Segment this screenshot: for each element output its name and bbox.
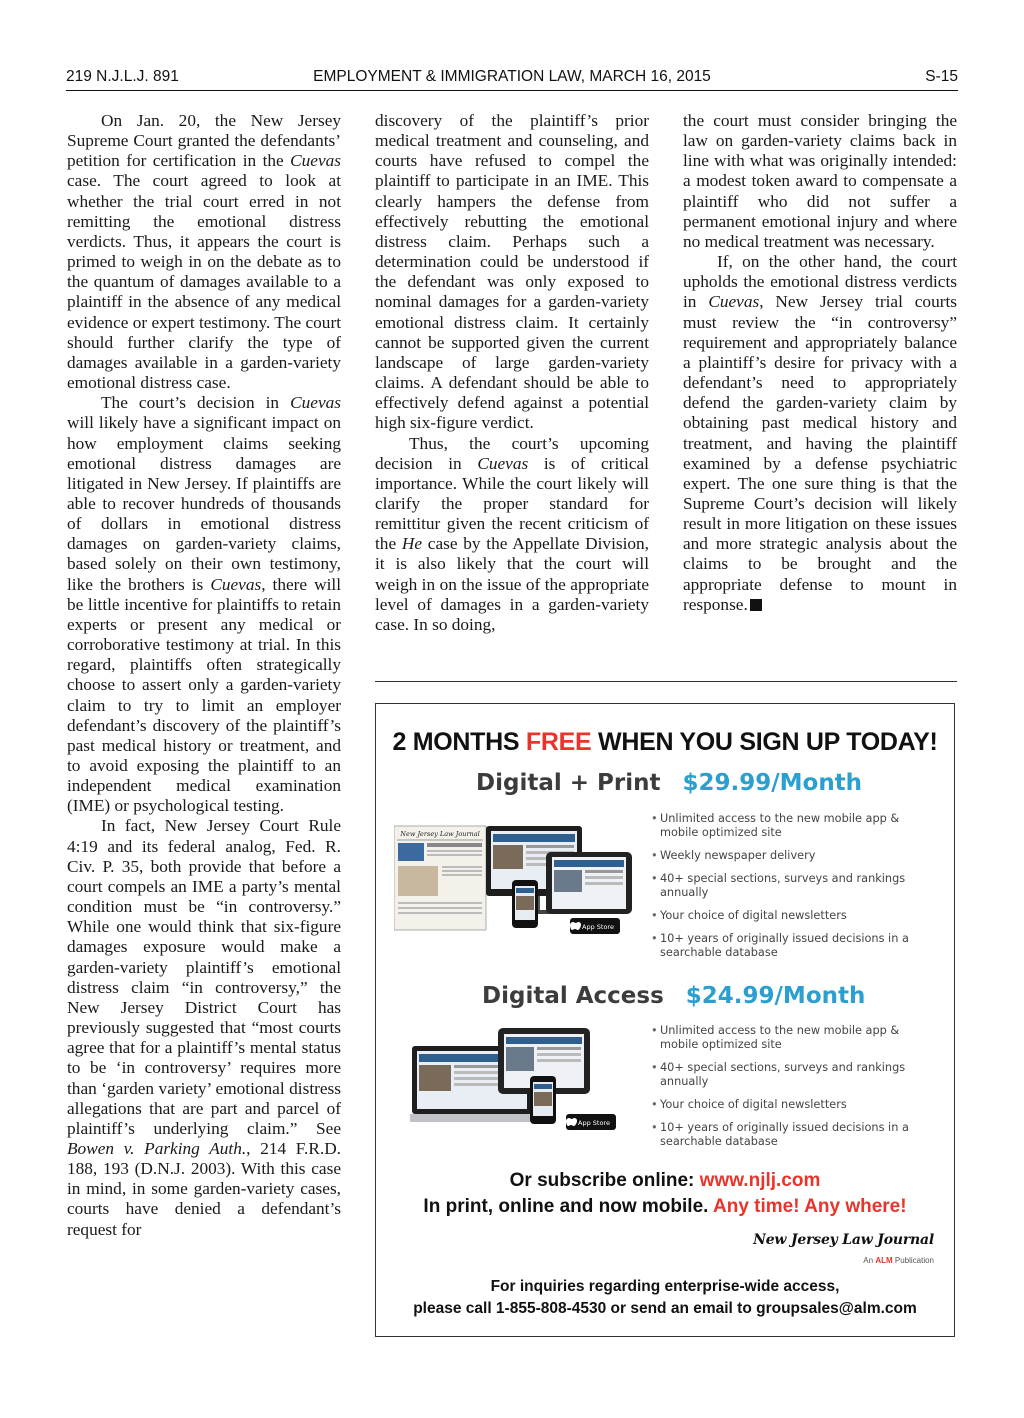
list-item: • Weekly newspaper delivery — [651, 849, 941, 863]
plan-digital-access-title: Digital Access $24.99/Month — [482, 983, 866, 1009]
subscribe-online: Or subscribe online: www.njlj.com — [509, 1170, 821, 1191]
subscription-ad[interactable] — [375, 703, 955, 1337]
digital-devices-illustration — [410, 1026, 636, 1134]
plan-digital-access-features — [651, 1024, 941, 1149]
end-of-article-mark — [750, 599, 762, 611]
list-item: • Unlimited access to the new mobile app & mobile optimized site — [651, 1024, 941, 1052]
paragraph: On Jan. 20, the New Jersey Supreme Court granted the defendants’ petition for certification in the Cuevas case. The court agreed to look at whether the trial court erred in not remitting the emotional distress verdicts. Thus, it appears the court is primed to weigh in on the debate as to the quantum of damages available to a plaintiff in the absence of any medical evidence or expert testimony. The court should further clarify the type of damages available in a garden-variety emotional distress case. — [67, 111, 342, 393]
section-title: EMPLOYMENT & IMMIGRATION LAW, MARCH 16, 2015 — [313, 68, 711, 85]
inquiry-line-1: For inquiries regarding enterprise-wide access, — [490, 1278, 840, 1295]
article-column-2 — [375, 111, 649, 635]
ad-divider — [375, 681, 957, 682]
paragraph: If, on the other hand, the court upholds the emotional distress verdicts in Cuevas, New Jersey trial courts must review the “in controversy” requirement and appropriately balance a plaintiff’s desire for privacy with a defendant’s need to appropriately defend the garden-variety claim by obtaining past medical history and treatment, and having the plaintiff examined by a defense psychiatric expert. The one sure thing is that the Supreme Court’s decision will likely result in more litigation on these issues and more strategic analysis about the claims to be brought and the appropriate defense to mount in response. — [683, 252, 957, 614]
list-item: • 40+ special sections, surveys and rankings annually — [651, 872, 941, 900]
paragraph: In fact, New Jersey Court Rule 4:19 and its federal analog, Fed. R. Civ. P. 35, both provide that before a court compels an IME a party’s mental condition must be “in controversy.” While one would think that six-figure damages exposure would make a garden-variety plaintiff’s emotional distress claim “in controversy,” the New Jersey District Court has previously suggested that “most courts agree that for a plaintiff’s mental status to be ‘in controversy’ requires more than ‘garden variety’ emotional distress allegations that are part and parcel of plaintiff’s underlying claim.” See Bowen v. Parking Auth., 214 F.R.D. 188, 193 (D.N.J. 2003). With this case in mind, in some garden-variety cases, courts have denied a defendant’s request for — [67, 816, 342, 1239]
page-header — [66, 66, 958, 90]
plan-digital-print-title: Digital + Print $29.99/Month — [476, 770, 863, 796]
list-item: • Your choice of digital newsletters — [651, 909, 941, 923]
newspaper-masthead: New Jersey Law Journal — [400, 830, 480, 838]
inquiry-line-2: please call 1-855-808-4530 or send an email to groupsales@alm.com — [413, 1300, 917, 1317]
citation: 219 N.J.L.J. 891 — [66, 68, 179, 85]
article-column-3 — [683, 111, 957, 615]
page-number: S-15 — [925, 68, 958, 85]
ad-tagline: In print, online and now mobile. Any time! Any where! — [423, 1196, 907, 1217]
subscribe-link[interactable]: www.njlj.com — [699, 1170, 821, 1191]
article-column-1 — [67, 111, 341, 1240]
app-store-badge-label: App Store — [582, 923, 614, 931]
list-item: • 40+ special sections, surveys and rankings annually — [651, 1061, 941, 1089]
list-item: • Unlimited access to the new mobile app & mobile optimized site — [651, 812, 941, 840]
publisher-line: An ALM Publication — [863, 1256, 934, 1265]
paragraph: discovery of the plaintiff’s prior medical treatment and counseling, and courts have refused to compel the plaintiff to participate in an IME. This clearly hampers the defense from effectively rebutting the emotional distress claim. Perhaps such a determination could be understood if the defendant was only exposed to nominal damages for a garden-variety emotional distress claim. It certainly cannot be supported given the current landscape of large garden-variety claims. A defendant should be able to effectively defend against a potential high six-figure verdict. — [375, 111, 649, 433]
paragraph: The court’s decision in Cuevas will likely have a significant impact on how employment claims seeking emotional distress damages are litigated in New Jersey. If plaintiffs are able to recover hundreds of thousands of dollars in emotional distress damages on garden-variety claims, based solely on their own testimony, like the brothers is Cuevas, there will be little incentive for plaintiffs to retain experts or present any medical or corroborative testimony at trial. In this regard, plaintiffs often strategically choose to assert only a garden-variety claim to try to limit an employer defendant’s discovery of the plaintiff’s past medical history or treatment, and to avoid exposing the plaintiff to an independent medical examination (IME) or psychological testing. — [67, 393, 341, 816]
list-item: • 10+ years of originally issued decisions in a searchable database — [651, 1121, 941, 1149]
plan-digital-access-price: $24.99/Month — [685, 983, 866, 1009]
paragraph: Thus, the court’s upcoming decision in Cuevas is of critical importance. While the court likely will clarify the proper standard for remittitur given the recent criticism of the He case by the Appellate Division, it is also likely that the court will weigh in on the issue of the appropriate level of damages in a garden-variety case. In so doing, — [375, 433, 649, 634]
header-rule — [66, 90, 958, 91]
ad-headline: 2 MONTHS FREE WHEN YOU SIGN UP TODAY! — [392, 728, 938, 756]
paragraph: the court must consider bringing the law on garden-variety claims back in line with what was originally intended: a modest token award to compensate a plaintiff who did not suffer a permanent emotional injury and where no medical treatment was necessary. — [683, 111, 957, 251]
app-store-badge-label: App Store — [578, 1119, 610, 1127]
list-item: • 10+ years of originally issued decisions in a searchable database — [651, 932, 941, 960]
list-item: • Your choice of digital newsletters — [651, 1098, 941, 1112]
brand-logo: New Jersey Law Journal — [753, 1232, 934, 1248]
plan-digital-print-price: $29.99/Month — [682, 770, 863, 796]
plan-digital-print-features — [651, 812, 941, 960]
devices-illustration — [394, 822, 644, 938]
